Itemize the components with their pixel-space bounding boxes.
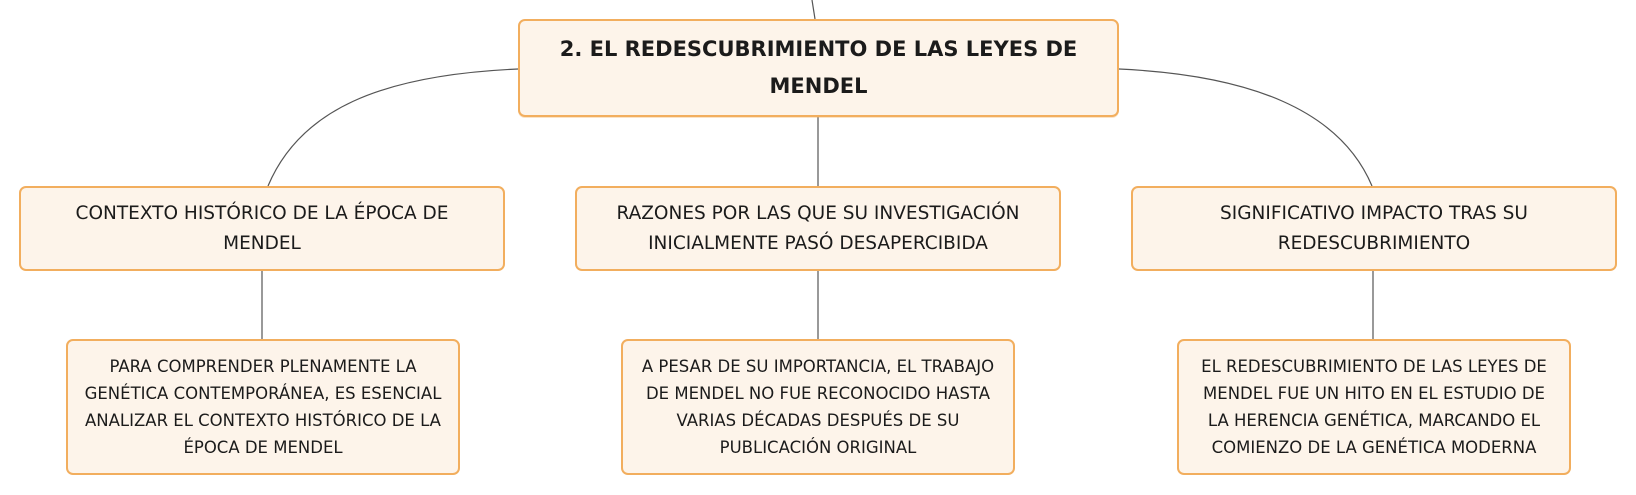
leaf-text: PARA COMPRENDER PLENAMENTE LA GENÉTICA CONTEMPORÁNEA, ES ESENCIAL ANALIZAR EL CONTEXTO HISTÓRICO DE LA ÉPOCA DE MENDEL [84,357,442,457]
connector-root-to-branch-1 [268,69,518,186]
leaf-node-unnoticed-reasons-detail[interactable] [621,339,1015,475]
leaf-node-impact-detail[interactable] [1177,339,1571,475]
branch-node-unnoticed-reasons[interactable] [575,186,1061,271]
branch-title: RAZONES POR LAS QUE SU INVESTIGACIÓN INICIALMENTE PASÓ DESAPERCIBIDA [616,202,1020,254]
connector-parent-to-root [812,0,815,19]
leaf-text: A PESAR DE SU IMPORTANCIA, EL TRABAJO DE MENDEL NO FUE RECONOCIDO HASTA VARIAS DÉCADAS DESPUÉS DE SU PUBLICACIÓN ORIGINAL [641,357,995,457]
branch-title: SIGNIFICATIVO IMPACTO TRAS SU REDESCUBRIMIENTO [1220,202,1528,254]
leaf-node-historical-context-detail[interactable] [66,339,460,475]
branch-node-impact[interactable] [1131,186,1617,271]
root-topic-node[interactable] [518,19,1119,117]
root-topic-title: 2. EL REDESCUBRIMIENTO DE LAS LEYES DE MENDEL [559,37,1078,98]
leaf-text: EL REDESCUBRIMIENTO DE LAS LEYES DE MENDEL FUE UN HITO EN EL ESTUDIO DE LA HERENCIA GENÉTICA, MARCANDO EL COMIENZO DE LA GENÉTICA MODERNA [1201,357,1547,457]
branch-title: CONTEXTO HISTÓRICO DE LA ÉPOCA DE MENDEL [75,202,449,254]
connector-root-to-branch-3 [1119,69,1372,186]
branch-node-historical-context[interactable] [19,186,505,271]
